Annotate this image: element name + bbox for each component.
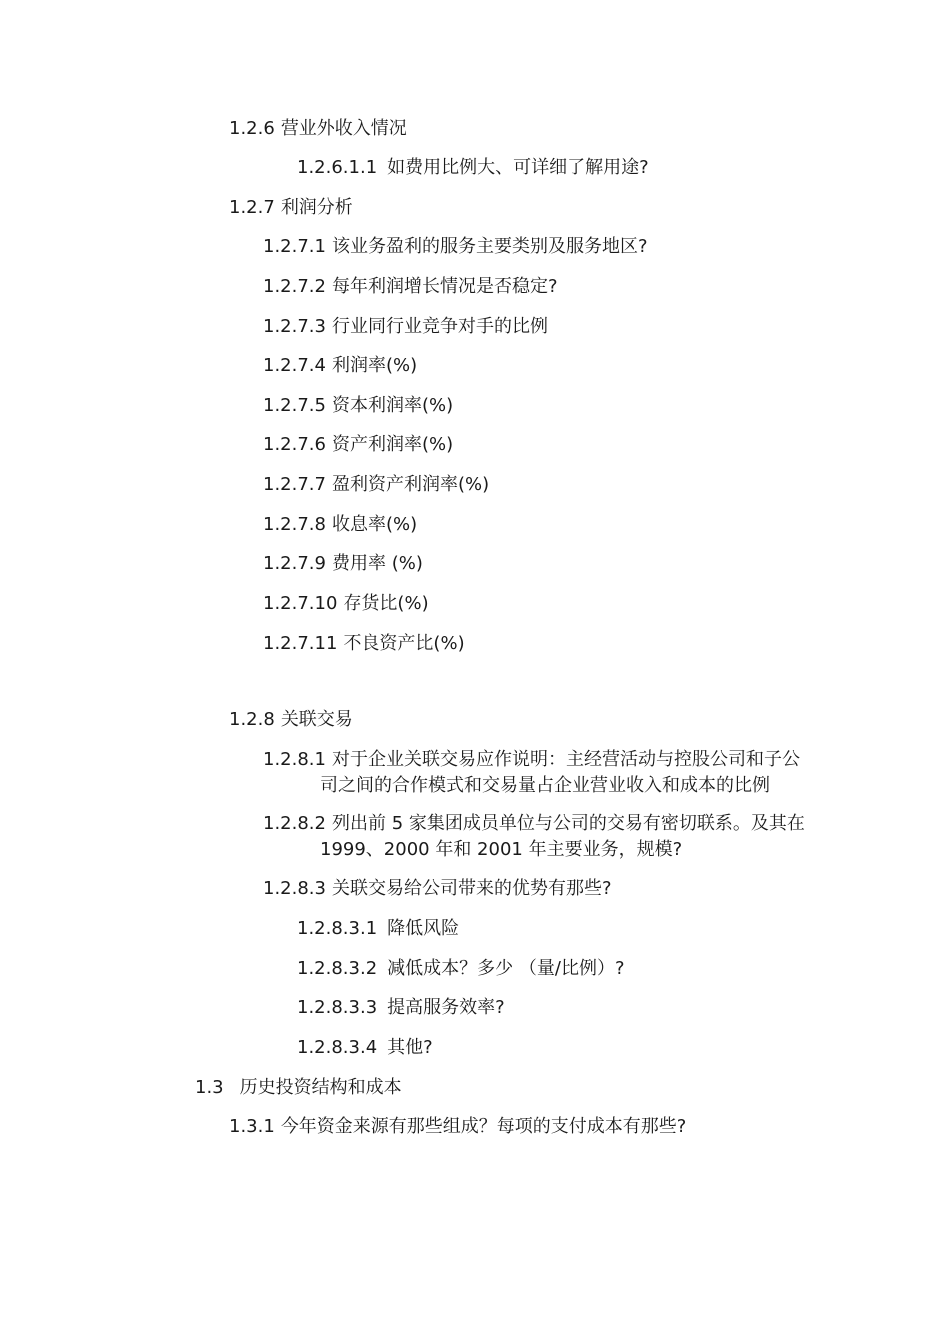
item-text: 营业外收入情况 [280, 118, 407, 139]
item-number: 1.2.8.3 [263, 878, 326, 899]
item-text: 行业同行业竞争对手的比例 [331, 316, 548, 337]
item-1-2-8-3-3 [297, 995, 505, 1021]
item-number: 1.2.8.3.3 [297, 997, 378, 1018]
item-text: 利润率(%) [331, 355, 418, 376]
item-text: 历史投资结构和成本 [239, 1077, 402, 1098]
item-number: 1.2.6.1.1 [297, 157, 378, 178]
item-1-2-7-6 [263, 432, 453, 458]
item-text: 费用率 (%) [331, 553, 423, 574]
item-1-2-8-2 [263, 811, 863, 863]
item-number: 1.2.8.1 [263, 749, 326, 770]
item-number: 1.3.1 [229, 1116, 275, 1137]
item-number: 1.2.7.10 [263, 593, 338, 614]
item-number: 1.2.7.3 [263, 316, 326, 337]
item-text: 该业务盈利的服务主要类别及服务地区? [331, 236, 648, 257]
item-number: 1.2.8.2 [263, 813, 326, 834]
item-text: 不良资产比(%) [343, 633, 465, 654]
item-text: 降低风险 [387, 918, 460, 939]
item-1-2-7-7 [263, 472, 489, 498]
item-number: 1.2.8.3.1 [297, 918, 378, 939]
item-1-2-7-1 [263, 234, 648, 260]
item-1-2-7-5 [263, 393, 453, 419]
heading-1-2-6 [229, 116, 407, 142]
item-text: 收息率(%) [331, 514, 418, 535]
item-text: 关联交易给公司带来的优势有那些? [331, 878, 612, 899]
item-number: 1.2.6 [229, 118, 275, 139]
item-1-2-8-3-1 [297, 916, 459, 942]
item-text: 资本利润率(%) [331, 395, 454, 416]
item-text: 列出前 5 家集团成员单位与公司的交易有密切联系。及其在 [331, 813, 805, 834]
item-number: 1.2.8.3.2 [297, 958, 378, 979]
item-text: 提高服务效率? [387, 997, 505, 1018]
item-number: 1.2.7.4 [263, 355, 326, 376]
item-text-continued: 1999、2000 年和 2001 年主要业务，规模? [320, 839, 683, 860]
item-1-2-7-3 [263, 314, 548, 340]
item-text: 存货比(%) [343, 593, 429, 614]
item-1-2-8-3-4 [297, 1035, 433, 1061]
item-1-2-6-1-1 [297, 155, 649, 181]
item-number: 1.3 [195, 1077, 224, 1098]
item-1-2-7-8 [263, 512, 417, 538]
item-text: 盈利资产利润率(%) [331, 474, 490, 495]
item-1-2-8-3 [263, 876, 612, 902]
item-number: 1.2.8 [229, 709, 275, 730]
item-number: 1.2.7.11 [263, 633, 338, 654]
item-number: 1.2.7.2 [263, 276, 326, 297]
item-number: 1.2.7.6 [263, 434, 326, 455]
heading-1-3 [195, 1075, 402, 1101]
item-text: 今年资金来源有那些组成？每项的支付成本有那些? [280, 1116, 687, 1137]
item-text: 每年利润增长情况是否稳定? [331, 276, 558, 297]
item-1-2-7-9 [263, 551, 423, 577]
item-number: 1.2.7.1 [263, 236, 326, 257]
heading-1-2-8 [229, 707, 353, 733]
item-number: 1.2.7.5 [263, 395, 326, 416]
heading-1-3-1 [229, 1114, 686, 1140]
item-text: 利润分析 [280, 197, 353, 218]
heading-1-2-7 [229, 195, 353, 221]
item-number: 1.2.7.9 [263, 553, 326, 574]
item-text-continued: 司之间的合作模式和交易量占企业营业收入和成本的比例 [320, 775, 770, 796]
item-text: 资产利润率(%) [331, 434, 454, 455]
item-number: 1.2.7.8 [263, 514, 326, 535]
item-text: 减低成本？多少 （量/比例）? [387, 958, 625, 979]
item-text: 其他? [387, 1037, 433, 1058]
item-text: 关联交易 [280, 709, 353, 730]
item-1-2-8-1 [263, 747, 863, 799]
item-text: 如费用比例大、可详细了解用途? [387, 157, 649, 178]
item-1-2-7-11 [263, 631, 465, 657]
item-number: 1.2.8.3.4 [297, 1037, 378, 1058]
item-1-2-7-10 [263, 591, 429, 617]
item-1-2-8-3-2 [297, 956, 625, 982]
item-1-2-7-2 [263, 274, 558, 300]
item-number: 1.2.7.7 [263, 474, 326, 495]
item-number: 1.2.7 [229, 197, 275, 218]
item-1-2-7-4 [263, 353, 417, 379]
item-text: 对于企业关联交易应作说明：主经营活动与控股公司和子公 [331, 749, 800, 770]
